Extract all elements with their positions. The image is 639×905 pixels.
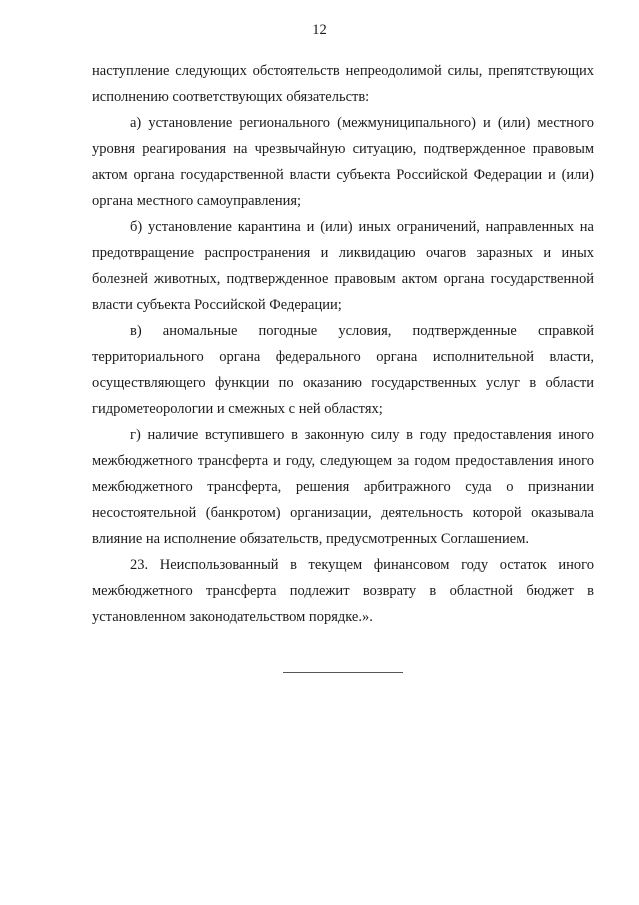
paragraph-force-majeure-intro: наступление следующих обстоятельств непреодолимой силы, препятствующих исполнению соответствующих обязательств: bbox=[92, 63, 594, 105]
paragraph-clause-23: 23. Неиспользованный в текущем финансовом году остаток иного межбюджетного трансферта подлежит возврату в областной бюджет в установленном законодательством порядке.». bbox=[92, 557, 594, 625]
paragraph-item-a: а) установление регионального (межмуниципального) и (или) местного уровня реагирования на чрезвычайную ситуацию, подтвержденное правовым актом органа государственной власти субъекта Российской Федерации и (или) органа местного самоуправления; bbox=[92, 115, 594, 209]
document-body bbox=[92, 58, 594, 630]
paragraph-item-b: б) установление карантина и (или) иных ограничений, направленных на предотвращение распространения и ликвидацию очагов заразных и иных болезней животных, подтвержденное правовым актом органа государственной власти субъекта Российской Федерации; bbox=[92, 219, 594, 313]
closing-rule bbox=[283, 672, 403, 673]
paragraph-item-g: г) наличие вступившего в законную силу в году предоставления иного межбюджетного трансферта и году, следующем за годом предоставления иного межбюджетного трансферта, решения арбитражного суда о признании несостоятельной (банкротом) организации, деятельность которой оказывала влияние на исполнение обязательств, предусмотренных Соглашением. bbox=[92, 427, 594, 547]
page-number: 12 bbox=[312, 22, 327, 38]
paragraph-item-v: в) аномальные погодные условия, подтвержденные справкой территориального органа федерального органа исполнительной власти, осуществляющего функции по оказанию государственных услуг в области гидрометеорологии и смежных с ней областях; bbox=[92, 323, 594, 417]
